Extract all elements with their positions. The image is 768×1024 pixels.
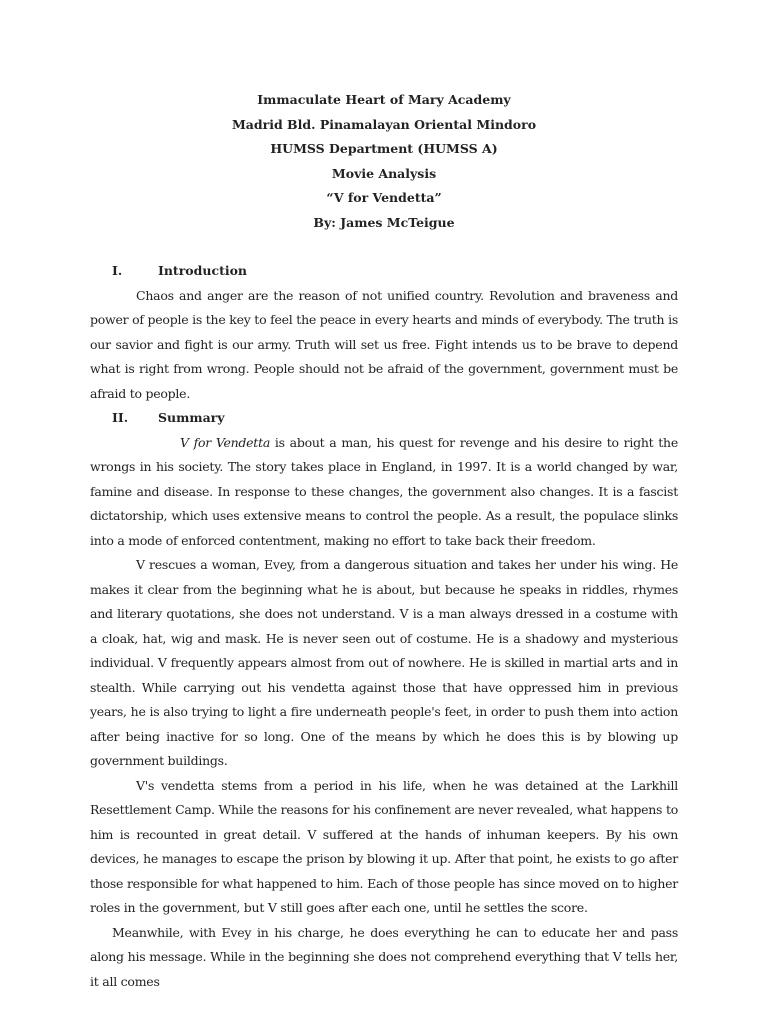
school-address: Madrid Bld. Pinamalayan Oriental Mindoro xyxy=(231,116,537,132)
school-name: Immaculate Heart of Mary Academy xyxy=(257,92,511,107)
film-title-italic: V for Vendetta xyxy=(180,434,271,450)
section-heading-summary xyxy=(112,406,678,431)
summary-paragraph-4: Meanwhile, with Evey in his charge, he does everything he can to educate her and pass along his message. While in the beginning she does not comprehend everything that V tells her, it all comes xyxy=(90,924,678,989)
section-number: II. xyxy=(112,410,129,425)
introduction-paragraph: Chaos and anger are the reason of not unified country. Revolution and braveness and power of people is the key to feel the peace in every hearts and minds of everybody. The truth is our savior and fight is our army. Truth will set us free. Fight intends us to be brave to depend what is right from wrong. People should not be afraid of the government, government must be afraid to people. xyxy=(90,287,678,401)
department: HUMSS Department (HUMSS A) xyxy=(270,141,498,156)
document-page xyxy=(90,88,678,994)
summary-paragraph-1 xyxy=(90,431,678,554)
document-header xyxy=(90,88,678,235)
section-number: I. xyxy=(112,263,123,278)
section-heading-introduction xyxy=(112,259,678,284)
section-title: Introduction xyxy=(158,263,248,278)
summary-paragraph-2: V rescues a woman, Evey, from a dangerous situation and takes her under his wing. He makes it clear from the beginning what he is about, but because he speaks in riddles, rhymes and literary quotations, she does not understand. V is a man always dressed in a costume with a cloak, hat, wig and mask. He is never seen out of costume. He is a shadowy and mysterious individual. V frequently appears almost from out of nowhere. He is skilled in martial arts and in stealth. While carrying out his vendetta against those that have oppressed him in previous years, he is also trying to light a fire underneath people's feet, in order to push them into action after being inactive for so long. One of the means by which he does this is by blowing up government buildings. xyxy=(90,557,678,768)
document-type: Movie Analysis xyxy=(331,165,437,181)
summary-paragraph-1-text: is about a man, his quest for revenge and his desire to right the wrongs in his society. The story takes place in England, in 1997. It is a world changed by war, famine and disease. In response to these changes, the government also changes. It is a fascist dictatorship, which uses extensive means to control the people. As a result, the populace slinks into a mode of enforced contentment, making no effort to take back their freedom. xyxy=(90,434,679,548)
summary-paragraph-3: V's vendetta stems from a period in his life, when he was detained at the Larkhill Resettlement Camp. While the reasons for his confinement are never revealed, what happens to him is recounted in great detail. V suffered at the hands of inhuman keepers. By his own devices, he manages to escape the prison by blowing it up. After that point, he exists to go after those responsible for what happened to him. Each of those people has since moved on to higher roles in the government, but V still goes after each one, until he settles the score. xyxy=(90,777,678,915)
section-title: Summary xyxy=(158,410,225,425)
director-byline: By: James McTeigue xyxy=(313,214,455,230)
movie-title: “V for Vendetta” xyxy=(326,190,442,205)
